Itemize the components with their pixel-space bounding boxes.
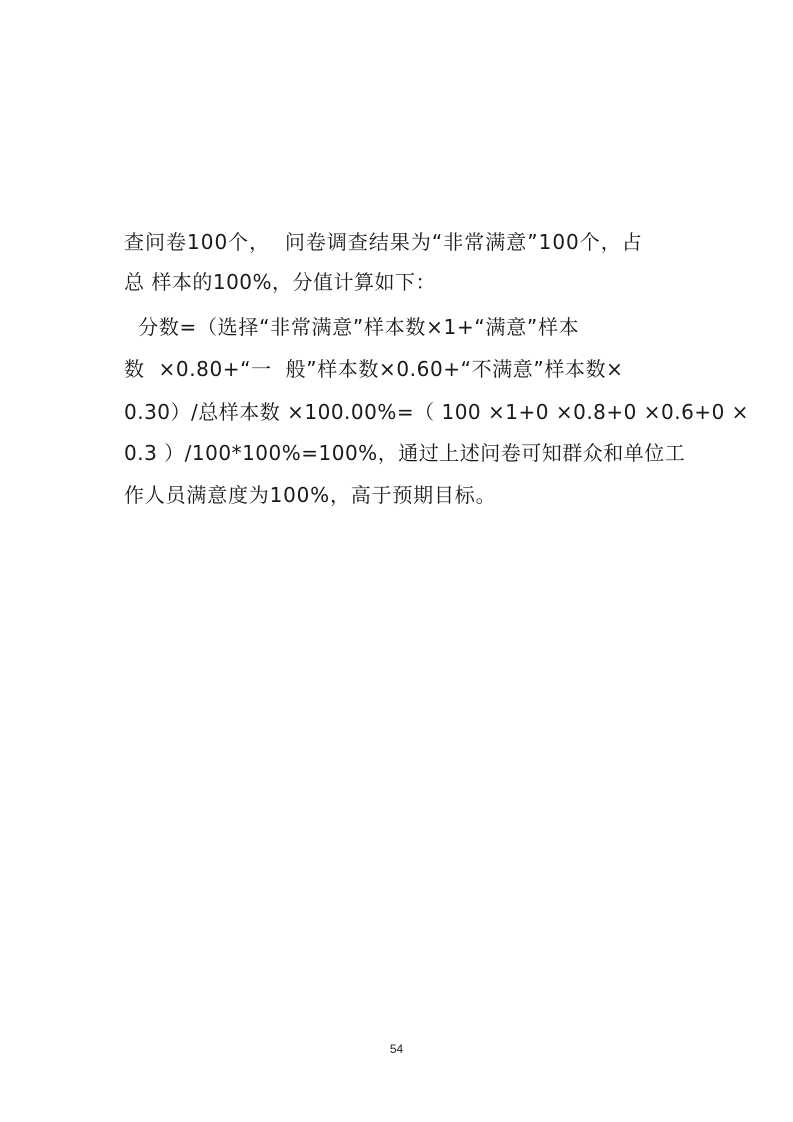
body-text-line: 数 ×0.80+“一 般”样本数×0.60+“不满意”样本数×: [124, 357, 624, 381]
body-text-line: 0.30）/总样本数 ×100.00%=（ 100 ×1+0 ×0.8+0 ×0.6+0 ×: [124, 400, 749, 424]
body-text-line: 0.3 ）/100*100%=100%，通过上述问卷可知群众和单位工: [124, 441, 686, 465]
body-text-line: 查问卷100个， 问卷调查结果为“非常满意”100个，占: [124, 230, 643, 254]
body-text-line: 作人员满意度为100%，高于预期目标。: [124, 483, 497, 507]
body-text-line: 总 样本的100%，分值计算如下：: [124, 270, 437, 294]
page-number: 54: [389, 1042, 404, 1056]
body-text-line: 分数=（选择“非常满意”样本数×1+“满意”样本: [124, 315, 580, 339]
